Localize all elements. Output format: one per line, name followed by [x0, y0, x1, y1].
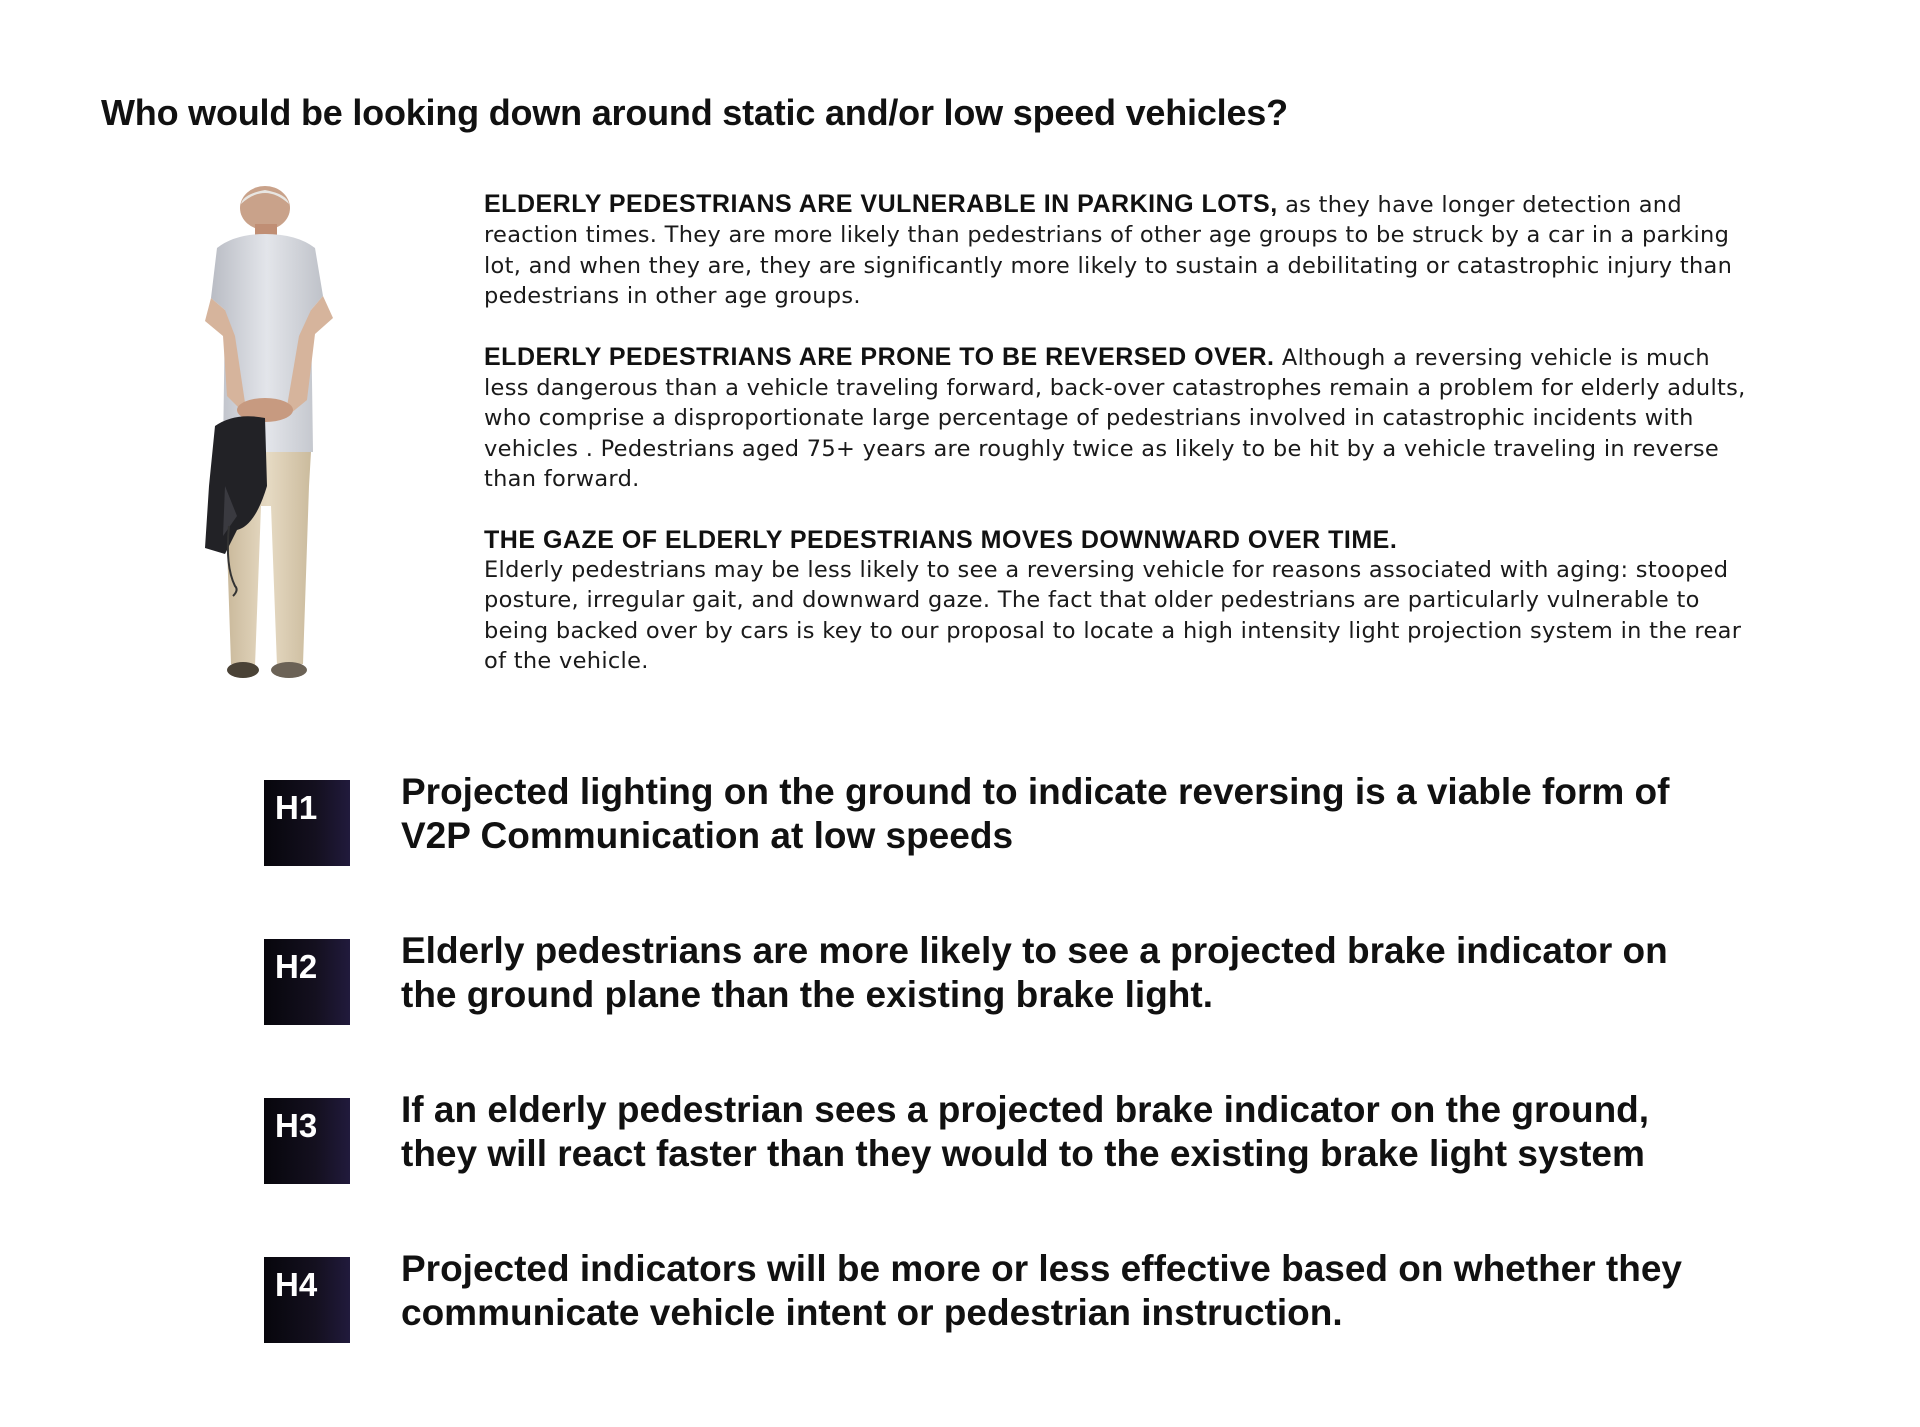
paragraph-lead: THE GAZE OF ELDERLY PEDESTRIANS MOVES DOWNWARD OVER TIME. — [484, 525, 1398, 554]
elderly-man-photo — [175, 186, 370, 682]
paragraph-lead: ELDERLY PEDESTRIANS ARE PRONE TO BE REVERSED OVER. — [484, 342, 1275, 371]
paragraph-body: as they have longer detection and reaction times. They are more likely than pedestrians of other age groups to be struck by a car in a parking lot, and when they are, they are significantly more likely to sustain a debilitating or catastrophic injury than pedestrians in other age groups. — [484, 192, 1733, 310]
paragraph-lead: ELDERLY PEDESTRIANS ARE VULNERABLE IN PARKING LOTS, — [484, 190, 1278, 218]
hypothesis-badge: H1 — [264, 780, 350, 866]
hypothesis-badge: H2 — [264, 939, 350, 1025]
paragraph-reversed-over — [484, 342, 1754, 495]
hypothesis-text: Projected lighting on the ground to indicate reversing is a viable form of V2P Communication at low speeds — [401, 771, 1670, 856]
paragraph-body: Although a reversing vehicle is much less dangerous than a vehicle traveling forward, back-over catastrophes remain a problem for elderly adults, who comprise a disproportionate large percentage of pedestrians involved in catastrophic incidents with vehicles . Pedestrians aged 75+ years are roughly twice as likely to be hit by a vehicle traveling in reverse than forward. — [484, 344, 1746, 493]
hypothesis-item — [264, 770, 1764, 880]
hypothesis-item — [264, 1247, 1764, 1357]
hypothesis-badge: H3 — [264, 1098, 350, 1184]
page-title: Who would be looking down around static and/or low speed vehicles? — [101, 92, 1288, 133]
paragraph-body: Elderly pedestrians may be less likely to see a reversing vehicle for reasons associated with aging: stooped posture, irregular gait, and downward gaze. The fact that older pedestrians are particularly vulnerable to being backed over by cars is key to our proposal to locate a high intensity light projection system in the rear of the vehicle. — [484, 557, 1742, 675]
paragraph-parking-lots — [484, 189, 1754, 312]
hypothesis-item — [264, 929, 1764, 1039]
hypothesis-item — [264, 1088, 1764, 1198]
hypothesis-badge: H4 — [264, 1257, 350, 1343]
hypothesis-text: If an elderly pedestrian sees a projected brake indicator on the ground, they will react faster than they would to the existing brake light system — [401, 1089, 1650, 1174]
paragraph-gaze — [484, 525, 1754, 677]
hypothesis-text: Projected indicators will be more or less effective based on whether they communicate vehicle intent or pedestrian instruction. — [401, 1248, 1682, 1333]
hypothesis-text: Elderly pedestrians are more likely to see a projected brake indicator on the ground plane than the existing brake light. — [401, 930, 1668, 1015]
body-text — [484, 189, 1754, 707]
